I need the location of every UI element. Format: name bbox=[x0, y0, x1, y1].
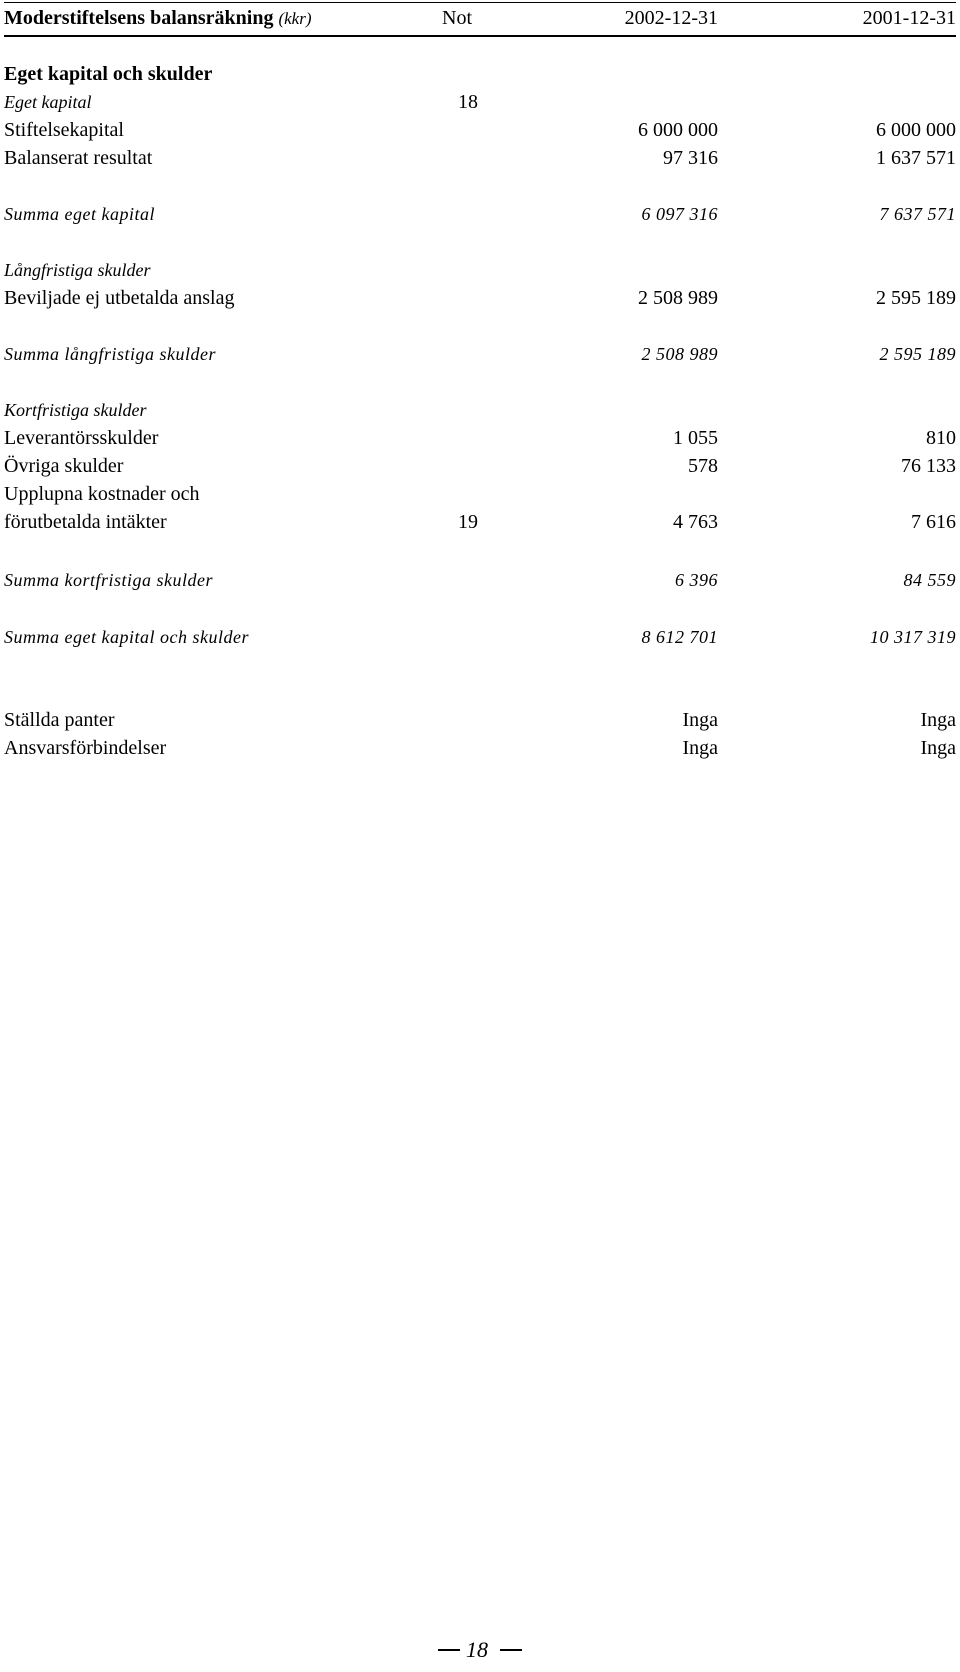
subtotal-label: Summa långfristiga skulder bbox=[4, 344, 217, 364]
row-label-line1: Upplupna kostnader och bbox=[4, 483, 200, 505]
subtotal-2002: 6 396 bbox=[675, 570, 718, 590]
value-2001: Inga bbox=[920, 709, 956, 731]
value-2001: 6 000 000 bbox=[876, 119, 956, 141]
note-reference: 19 bbox=[458, 511, 478, 533]
value-2001: 76 133 bbox=[901, 455, 956, 477]
row-label: Övriga skulder bbox=[4, 455, 124, 477]
value-2002: Inga bbox=[682, 709, 718, 731]
value-2002: 578 bbox=[688, 455, 718, 477]
value-2002: 1 055 bbox=[673, 427, 718, 449]
page-number: 18 bbox=[466, 1637, 488, 1662]
table-row bbox=[0, 508, 960, 536]
subtotal-label: Summa eget kapital bbox=[4, 204, 155, 224]
table-header-row bbox=[0, 4, 960, 32]
unit-label: (kkr) bbox=[278, 9, 312, 28]
subtotal-2001: 7 637 571 bbox=[879, 204, 956, 224]
subheading-row bbox=[0, 88, 960, 116]
table-title: Moderstiftelsens balansräkning (kkr) bbox=[4, 7, 312, 29]
page-footer bbox=[0, 1636, 960, 1664]
subheading-row bbox=[0, 396, 960, 424]
row-label: Stiftelsekapital bbox=[4, 119, 124, 141]
column-header-2002: 2002-12-31 bbox=[624, 7, 718, 29]
footer-dash-left bbox=[438, 1649, 460, 1651]
subtotal-2002: 6 097 316 bbox=[641, 204, 718, 224]
table-row bbox=[0, 424, 960, 452]
subheading-row bbox=[0, 256, 960, 284]
subtotal-row bbox=[0, 200, 960, 228]
subtotal-2001: 84 559 bbox=[903, 570, 956, 590]
grand-total-2002: 8 612 701 bbox=[641, 627, 718, 647]
table-row bbox=[0, 706, 960, 734]
subtotal-row bbox=[0, 340, 960, 368]
value-2002: 6 000 000 bbox=[638, 119, 718, 141]
value-2002: 97 316 bbox=[663, 147, 718, 169]
table-row bbox=[0, 452, 960, 480]
value-2002: 4 763 bbox=[673, 511, 718, 533]
note-column-header: Not bbox=[442, 7, 472, 29]
top-rule bbox=[4, 2, 956, 3]
row-label: Ställda panter bbox=[4, 709, 115, 731]
section-heading-row bbox=[0, 60, 960, 88]
subtotal-row bbox=[0, 566, 960, 594]
value-2002: Inga bbox=[682, 737, 718, 759]
row-label: Ansvarsförbindelser bbox=[4, 737, 167, 759]
footer-dash-right bbox=[500, 1649, 522, 1651]
subtotal-2001: 2 595 189 bbox=[879, 344, 956, 364]
value-2001: 810 bbox=[926, 427, 956, 449]
value-2002: 2 508 989 bbox=[638, 287, 718, 309]
grand-total-2001: 10 317 319 bbox=[870, 627, 956, 647]
header-rule bbox=[4, 35, 956, 37]
table-row bbox=[0, 480, 960, 508]
subtotal-2002: 2 508 989 bbox=[641, 344, 718, 364]
value-2001: 1 637 571 bbox=[876, 147, 956, 169]
table-row bbox=[0, 144, 960, 172]
note-reference: 18 bbox=[458, 91, 478, 113]
section-heading: Eget kapital och skulder bbox=[4, 63, 213, 85]
table-row bbox=[0, 116, 960, 144]
column-header-2001: 2001-12-31 bbox=[862, 7, 956, 29]
subtotal-label: Summa kortfristiga skulder bbox=[4, 570, 213, 590]
subheading: Långfristiga skulder bbox=[4, 260, 151, 280]
table-row bbox=[0, 734, 960, 762]
row-label: Balanserat resultat bbox=[4, 147, 153, 169]
value-2001: 7 616 bbox=[911, 511, 956, 533]
grand-total-label: Summa eget kapital och skulder bbox=[4, 627, 249, 647]
subheading: Eget kapital bbox=[4, 92, 92, 112]
grand-total-row bbox=[0, 623, 960, 651]
value-2001: Inga bbox=[920, 737, 956, 759]
subheading: Kortfristiga skulder bbox=[4, 400, 147, 420]
row-label: förutbetalda intäkter bbox=[4, 511, 167, 533]
table-row bbox=[0, 284, 960, 312]
value-2001: 2 595 189 bbox=[876, 287, 956, 309]
row-label: Beviljade ej utbetalda anslag bbox=[4, 287, 235, 309]
row-label: Leverantörsskulder bbox=[4, 427, 159, 449]
